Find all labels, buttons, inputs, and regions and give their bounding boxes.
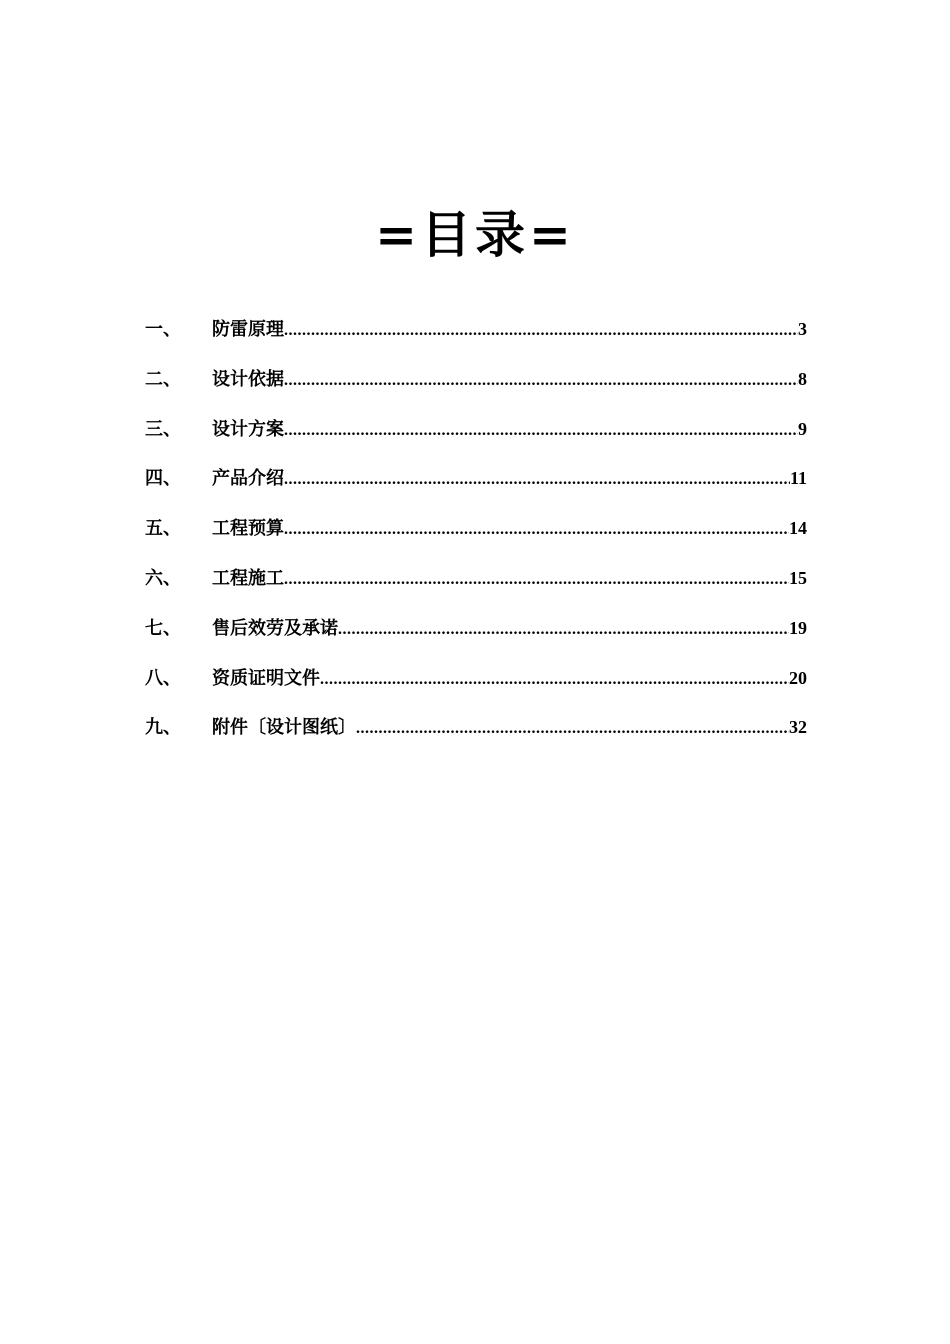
toc-entry-title: 防雷原理: [212, 319, 284, 340]
dot-leader: [284, 465, 790, 495]
toc-entry-title: 售后效劳及承诺: [212, 617, 338, 639]
toc-entry-number: 二、: [145, 368, 181, 390]
toc-title: =目录=: [375, 205, 575, 264]
toc-entry-number: 九、: [145, 717, 181, 739]
dot-leader: [284, 515, 789, 545]
toc-entry-title: 工程预算: [212, 518, 284, 540]
toc-entry-number: 四、: [145, 468, 181, 490]
toc-entry-title: 设计方案: [212, 418, 284, 440]
toc-entry-2[interactable]: [145, 364, 807, 414]
dot-leader: [284, 366, 798, 396]
toc-entry-number: 五、: [145, 518, 181, 540]
toc-entry-page: 15: [789, 567, 807, 588]
dot-leader: [320, 665, 789, 695]
dot-leader: [338, 615, 789, 645]
table-of-contents: [145, 314, 807, 762]
toc-entry-5[interactable]: [145, 513, 807, 563]
toc-entry-6[interactable]: [145, 563, 807, 613]
toc-entry-page: 8: [798, 368, 807, 389]
toc-entry-page: 9: [798, 418, 807, 439]
toc-entry-page: 20: [789, 667, 807, 688]
toc-entry-number: 六、: [145, 567, 181, 589]
toc-entry-page: 32: [789, 717, 807, 738]
toc-entry-page: 19: [789, 617, 807, 638]
toc-entry-title: 设计依据: [212, 368, 284, 390]
dot-leader: [284, 565, 789, 595]
toc-entry-7[interactable]: [145, 613, 807, 663]
dot-leader: [284, 416, 798, 446]
toc-entry-title: 产品介绍: [212, 468, 284, 490]
toc-entry-page: 11: [789, 468, 807, 489]
toc-entry-number: 一、: [145, 319, 181, 340]
dot-leader: [356, 714, 789, 744]
toc-entry-4[interactable]: [145, 463, 807, 513]
toc-entry-title: 附件〔设计图纸〕: [212, 717, 356, 739]
toc-entry-number: 三、: [145, 418, 181, 440]
toc-entry-title: 工程施工: [212, 567, 284, 589]
toc-entry-3[interactable]: [145, 414, 807, 464]
toc-entry-page: 3: [798, 319, 807, 339]
dot-leader: [284, 316, 798, 346]
toc-entry-page: 14: [789, 518, 807, 539]
toc-entry-number: 七、: [145, 617, 181, 639]
toc-entry-1[interactable]: [145, 314, 807, 364]
toc-entry-8[interactable]: [145, 663, 807, 713]
toc-entry-title: 资质证明文件: [212, 667, 320, 689]
toc-entry-number: 八、: [145, 667, 181, 689]
toc-entry-9[interactable]: [145, 712, 807, 762]
